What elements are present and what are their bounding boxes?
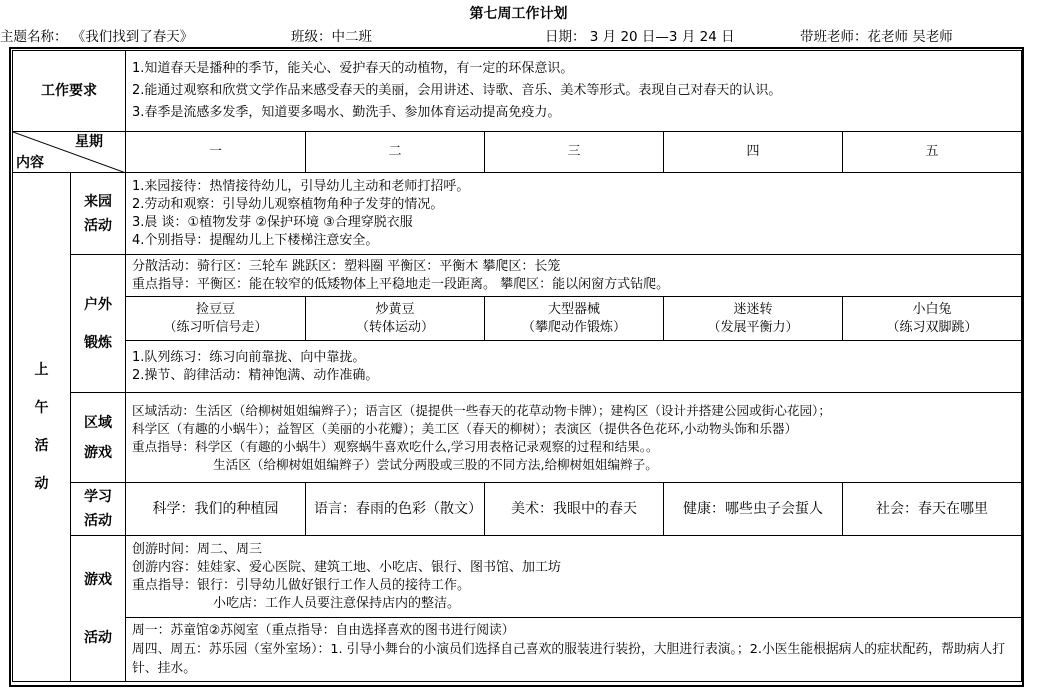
study-item: 社会：春天在哪里 xyxy=(843,483,1022,536)
class-name: 班级：中二班 xyxy=(291,29,372,45)
games-line: 重点指导：银行：引导幼儿做好银行工作人员的接待工作。 xyxy=(132,577,471,593)
day-thursday: 四 xyxy=(664,132,843,173)
games-row-top xyxy=(13,536,1022,618)
outdoor-row-top xyxy=(13,255,1022,297)
outdoor-row-bottom xyxy=(13,341,1022,393)
games-line: 创游时间：周二、周三 xyxy=(132,541,263,557)
outdoor-line: 分散活动：骑行区：三轮车 跳跃区：塑料圈 平衡区：平衡木 攀爬区：长笼 xyxy=(132,258,561,274)
area-line: 生活区（给柳树姐姐编辫子）尝试分两股或三股的不同方法,给柳树姐姐编辫子。 xyxy=(213,456,658,472)
outdoor-top-content xyxy=(126,255,1022,297)
area-content xyxy=(126,393,1022,483)
games-line: 创游内容：娃娃家、爱心医院、建筑工地、小吃店、银行、图书馆、加工坊 xyxy=(132,559,562,575)
requirements-row xyxy=(13,51,1022,132)
diag-weekday-label: 星期 xyxy=(75,134,103,150)
outdoor-games-row xyxy=(13,297,1022,341)
weekday-row xyxy=(13,132,1022,173)
outdoor-game: 捡豆豆 （练习听信号走） xyxy=(126,297,306,341)
diagonal-header xyxy=(13,132,126,173)
morning-activities-label: 上 午 活 动 xyxy=(13,173,71,682)
area-line: 科学区（有趣的小蜗牛）；益智区（美丽的小花瓣）；美工区（春天的柳树）；表演区（提供各色花环,小动物头饰和乐器） xyxy=(132,420,798,436)
outdoor-label: 户外 锻炼 xyxy=(71,255,126,393)
area-row xyxy=(13,393,1022,483)
study-item: 健康：哪些虫子会蜇人 xyxy=(664,483,843,536)
games-line: 小吃店：工作人员要注意保持店内的整洁。 xyxy=(213,595,461,611)
games-top-content xyxy=(126,536,1022,618)
area-label: 区域 游戏 xyxy=(71,393,126,483)
date-range: 日期： 3 月 20 日—3 月 24 日 xyxy=(545,29,735,45)
area-line: 重点指导：科学区（有趣的小蜗牛）观察蜗牛喜欢吃什么,学习用表格记录观察的过程和结果。。 xyxy=(132,438,659,454)
requirements-content xyxy=(126,51,1022,132)
day-tuesday: 二 xyxy=(306,132,485,173)
day-wednesday: 三 xyxy=(485,132,664,173)
study-item: 语言：春雨的色彩（散文） xyxy=(306,483,485,536)
arrival-line: 1.来园接待：热情接待幼儿，引导幼儿主动和老师打招呼。 xyxy=(132,178,470,194)
study-row xyxy=(13,483,1022,536)
page-title: 第七周工作计划 xyxy=(469,6,568,22)
outdoor-bottom-content xyxy=(126,341,1022,393)
games-row-bottom xyxy=(13,618,1022,682)
games-bottom-content xyxy=(126,618,1022,682)
games-label: 游戏 活动 xyxy=(71,536,126,682)
games-line: 周一：苏童馆②苏阅室（重点指导：自由选择喜欢的图书进行阅读） xyxy=(132,623,515,638)
day-monday: 一 xyxy=(126,132,306,173)
theme-name: 主题名称： 《我们找到了春天》 xyxy=(0,29,194,45)
arrival-line: 2.劳动和观察：引导幼儿观察植物角种子发芽的情况。 xyxy=(132,196,444,212)
outdoor-game: 大型器械 （攀爬动作锻炼） xyxy=(485,297,664,341)
study-item: 科学：我们的种植园 xyxy=(126,483,306,536)
requirement-line: 1.知道春天是播种的季节，能关心、爱护春天的动植物，有一定的环保意识。 xyxy=(132,61,574,76)
outdoor-line: 2.操节、韵律活动：精神饱满、动作准确。 xyxy=(132,367,379,383)
diag-content-label: 内容 xyxy=(16,155,44,171)
day-friday: 五 xyxy=(843,132,1022,173)
arrival-line: 4.个别指导：提醒幼儿上下楼梯注意安全。 xyxy=(132,232,379,248)
outdoor-game: 小白兔 （练习双脚跳） xyxy=(843,297,1022,341)
arrival-row xyxy=(13,173,1022,255)
requirement-line: 2.能通过观察和欣赏文学作品来感受春天的美丽，会用讲述、诗歌、音乐、美术等形式。表现自己对春天的认识。 xyxy=(132,83,782,98)
arrival-content xyxy=(126,173,1022,255)
study-item: 美术：我眼中的春天 xyxy=(485,483,664,536)
games-line: 周四、周五：苏乐园（室外室场）：1. 引导小舞台的小演员们选择自己喜欢的服装进行装扮，大胆进行表演。；2.小医生能根据病人的症状配药，帮助病人打针、挂水。 xyxy=(132,642,1006,676)
arrival-label: 来园 活动 xyxy=(71,173,126,255)
teachers: 带班老师：花老师 吴老师 xyxy=(800,29,953,45)
requirement-line: 3.春季是流感多发季，知道要多喝水、勤洗手、参加体育运动提高免疫力。 xyxy=(132,105,561,120)
outdoor-game: 迷迷转 （发展平衡力） xyxy=(664,297,843,341)
outdoor-line: 1.队列练习：练习向前靠拢、向中靠拢。 xyxy=(132,349,366,365)
arrival-line: 3.晨 谈：①植物发芽 ②保护环境 ③合理穿脱衣服 xyxy=(132,214,413,230)
study-label: 学习 活动 xyxy=(71,483,126,536)
requirements-label: 工作要求 xyxy=(13,51,126,132)
plan-table xyxy=(12,50,1022,682)
area-line: 区域活动：生活区（给柳树姐姐编辫子）；语言区（提提供一些春天的花草动物卡牌）；建构区（设计并搭建公园或街心花园）； xyxy=(132,402,831,418)
outdoor-line: 重点指导：平衡区：能在较窄的低矮物体上平稳地走一段距离。 攀爬区：能以闲窗方式钻爬。 xyxy=(132,276,670,292)
outdoor-game: 炒黄豆 （转体运动） xyxy=(306,297,485,341)
